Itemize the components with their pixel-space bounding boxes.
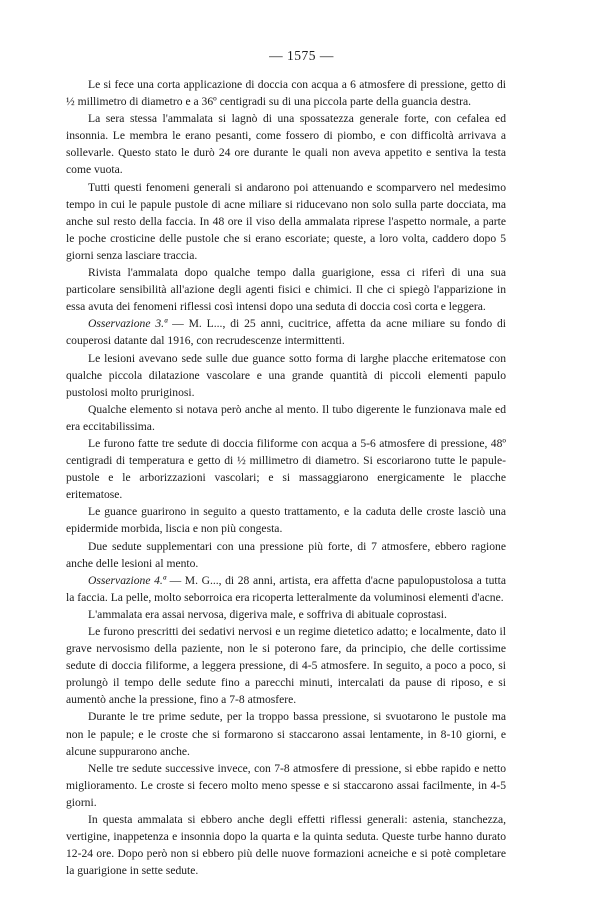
paragraph-text: Durante le tre prime sedute, per la troppo bassa pressione, si svuotarono le pustole ma non le papule; e le croste che si formarono si staccarono assai lentamente, in 8-10 giorni, e alcune suppurarono anche. (66, 710, 506, 758)
paragraph (66, 350, 506, 401)
paragraph (66, 708, 506, 759)
paragraph (66, 435, 506, 503)
paragraph (66, 179, 506, 264)
paragraph (66, 110, 506, 178)
paragraph-text: Le lesioni avevano sede sulle due guance sotto forma di larghe placche eritematose con qualche piccola dilatazione vascolare e una grande quantità di piccoli elementi papulo pustolosi molto pruriginosi. (66, 351, 506, 399)
paragraph-text: La sera stessa l'ammalata si lagnò di una spossatezza generale forte, con cefalea ed insonnia. Le membra le erano pesanti, come fossero di piombo, e con difficoltà arrivava a sollevarle. Questo stato le durò 24 ore durante le quali non aveva appetito e sentiva la testa come vuota. (66, 112, 506, 177)
paragraph (66, 264, 506, 315)
paragraph (66, 76, 506, 110)
paragraph-text: Nelle tre sedute successive invece, con 7-8 atmosfere di pressione, si ebbe rapido e netto miglioramento. Le croste si fecero molto meno spesse e si staccarono assai facilmente, in 4-5 giorni. (66, 761, 506, 809)
observation-heading-paragraph (66, 572, 506, 606)
paragraph (66, 538, 506, 572)
paragraph-text: Rivista l'ammalata dopo qualche tempo dalla guarigione, essa ci riferì di una sua particolare sensibilità all'azione degli agenti fisici e chimici. Il che ci spiegò l'apparizione in essa avuta dei fenomeni riflessi così intensi dopo una seduta di doccia così corta e leggera. (66, 266, 506, 314)
paragraph (66, 811, 506, 879)
paragraph (66, 606, 506, 623)
paragraph-text: Le furono prescritti dei sedativi nervosi e un regime dietetico adatto; e localmente, dato il grave nervosismo della paziente, non le si poterono fare, da principio, che delle cortissime sedute di doccia filiforme, a leggera pressione, di 4-5 atmosfere. In seguito, a poco a poco, si prolungò il tempo delle sedute fino a parecchi minuti, intercalati da pause di riposo, e si aumentò anche la pressione, fino a 7-8 atmosfere. (66, 625, 506, 707)
observation-title: Osservazione 3.ª (88, 317, 168, 331)
paragraph (66, 503, 506, 537)
paragraph-text: In questa ammalata si ebbero anche degli effetti riflessi generali: astenia, stanchezza, vertigine, inappetenza e insonnia dopo la quarta e la quinta seduta. Queste turbe hanno durato 12-24 ore. Dopo però non si ebbero più delle nuove formazioni acneiche e si potè completare la guarigione in sette sedute. (66, 813, 506, 878)
paragraph-text: Tutti questi fenomeni generali si andarono poi attenuando e scomparvero nel medesimo tempo in cui le papule pustole di acne miliare si riducevano non solo sulla parte docciata, ma anche sul resto della faccia. In 48 ore il viso della ammalata riprese l'aspetto normale, a parte le poche crosticine delle pustole che si erano escoriate; queste, a loro volta, caddero dopo 5 giorni senza lasciare traccia. (66, 180, 506, 262)
paragraph-text: Le furono fatte tre sedute di doccia filiforme con acqua a 5-6 atmosfere di pressione, 48º centigradi di temperatura e getto di ½ millimetro di diametro. Si escoriarono tutte le papule-pustole e le arborizzazioni vascolari; e si massaggiarono energicamente le placche eritematose. (66, 436, 506, 502)
paragraph-text: Le si fece una corta applicazione di doccia con acqua a 6 atmosfere di pressione, getto di ½ millimetro di diametro e a 36º centigradi su di una piccola parte della guancia destra. (66, 78, 506, 109)
paragraph-text: L'ammalata era assai nervosa, digeriva male, e soffriva di abituale coprostasi. (88, 607, 447, 621)
paragraph (66, 401, 506, 435)
page-number: — 1575 — (269, 48, 334, 63)
observation-heading-paragraph (66, 315, 506, 349)
paragraph (66, 760, 506, 811)
paragraph-text: — M. G..., di 28 anni, artista, era affetta d'acne papulopustolosa a tutta la faccia. La pelle, molto seborroica era ricoperta letteralmente da voluminosi elementi d'acne. (66, 573, 506, 604)
observation-title: Osservazione 4.ª (88, 573, 166, 587)
paragraph-text: — M. L..., di 25 anni, cucitrice, affetta da acne miliare su fondo di couperosi datante dal 1916, con recrudescenze intermittenti. (66, 317, 507, 348)
paragraph-text: Due sedute supplementari con una pressione più forte, di 7 atmosfere, ebbero ragione anche delle lesioni al mento. (66, 539, 506, 570)
paragraph (66, 623, 506, 708)
paragraph-text: Qualche elemento si notava però anche al mento. Il tubo digerente le funzionava male ed era eccitabilissima. (66, 402, 506, 433)
body-text (66, 76, 506, 879)
paragraph-text: Le guance guarirono in seguito a questo trattamento, e la caduta delle croste lasciò una epidermide morbida, liscia e non più congesta. (66, 505, 506, 536)
